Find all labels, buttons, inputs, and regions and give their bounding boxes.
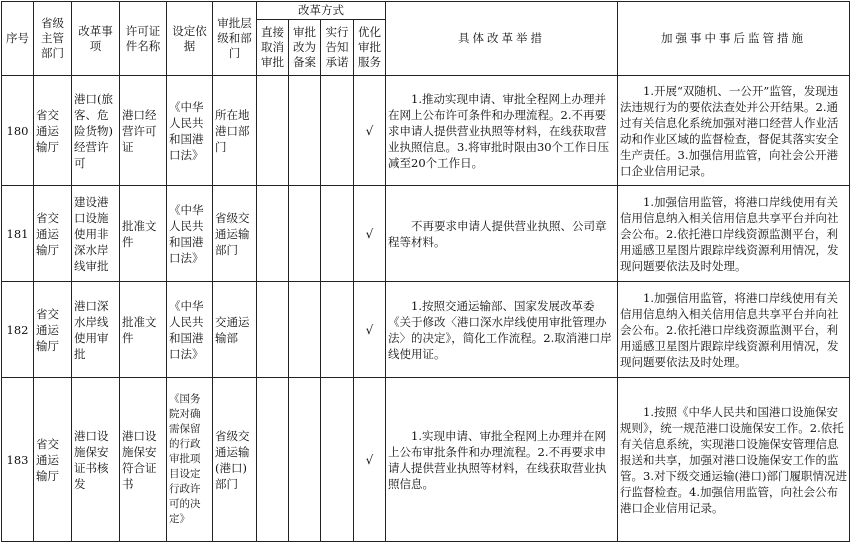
row-cert: 批准文件: [120, 186, 167, 282]
header-supervision: 加强事中事后监管措施: [618, 2, 850, 76]
row-mode-notify: [321, 186, 354, 282]
row-supervision: 1.加强信用监管，将港口岸线使用有关信用信息纳入相关信用信息共享平台并向社会公布。2.依托港口岸线资源监测平台，利用遥感卫星图片跟踪岸线资源利用情况，发现问题要依法及时处理。: [618, 282, 850, 378]
header-level: 审批层级和部门: [213, 2, 257, 76]
header-measures: 具体改革举措: [386, 2, 618, 76]
row-supervision: 1.开展“双随机、一公开”监管，发现违法违规行为的要依法查处并公开结果。2.通过有关信息化系统加强对港口经营人作业活动和作业区域的监督检查，督促其落实安全生产责任。3.加强信用监管，向社会公开港口企业信用记录。: [618, 76, 850, 186]
row-mode-filing: [289, 378, 321, 542]
row-mode-notify: [321, 76, 354, 186]
row-item: 港口(旅客、危险货物)经营许可: [72, 76, 120, 186]
row-mode-optimize: √: [354, 76, 386, 186]
row-measures: 不再要求申请人提供营业执照、公司章程等材料。: [386, 186, 618, 282]
row-mode-optimize: √: [354, 378, 386, 542]
header-cert: 许可证件名称: [120, 2, 167, 76]
row-mode-filing: [289, 186, 321, 282]
row-dept: 省交通运输厅: [34, 378, 72, 542]
row-cert: 港口设施保安符合证书: [120, 378, 167, 542]
table-row: [2, 282, 850, 378]
row-supervision: 1.加强信用监管，将港口岸线使用有关信用信息纳入相关信用信息共享平台并向社会公布。2.依托港口岸线资源监测平台，利用遥感卫星图片跟踪岸线资源利用情况，发现问题要依法及时处理。: [618, 186, 850, 282]
row-level: 省级交通运输(港口)部门: [213, 378, 257, 542]
row-mode-optimize: √: [354, 186, 386, 282]
row-mode-filing: [289, 76, 321, 186]
header-item: 改革事项: [72, 2, 120, 76]
row-item: 建设港口设施使用非深水岸线审批: [72, 186, 120, 282]
row-cert: 港口经营许可证: [120, 76, 167, 186]
header-mode: 改革方式: [257, 2, 386, 20]
row-level: 所在地港口部门: [213, 76, 257, 186]
row-mode-notify: [321, 282, 354, 378]
row-seq: 183: [2, 378, 34, 542]
row-level: 交通运输部: [213, 282, 257, 378]
header-dept: 省级主管部门: [34, 2, 72, 76]
row-basis: 《中华人民共和国港口法》: [167, 282, 213, 378]
header-mode-cancel: 直接取消审批: [257, 20, 289, 76]
row-measures: 1.实现申请、审批全程网上办理并在网上公布审批条件和办理流程。2.不再要求申请人提供营业执照等材料，在线获取营业执照信息。: [386, 378, 618, 542]
row-item: 港口深水岸线使用审批: [72, 282, 120, 378]
row-level: 省级交通运输部门: [213, 186, 257, 282]
row-measures: 1.按照交通运输部、国家发展改革委《关于修改〈港口深水岸线使用审批管理办法〉的决定》，简化工作流程。2.取消港口岸线使用证。: [386, 282, 618, 378]
row-basis: 《中华人民共和国港口法》: [167, 186, 213, 282]
row-dept: 省交通运输厅: [34, 282, 72, 378]
row-measures: 1.推动实现申请、审批全程网上办理并在网上公布许可条件和办理流程。2.不再要求申请人提供营业执照等材料，在线获取营业执照信息。3.将审批时限由30个工作日压减至20个工作日。: [386, 76, 618, 186]
table-row: [2, 76, 850, 186]
row-cert: 批准文件: [120, 282, 167, 378]
row-item: 港口设施保安证书核发: [72, 378, 120, 542]
header-seq: 序号: [2, 2, 34, 76]
header-mode-notify: 实行告知承诺: [321, 20, 354, 76]
row-basis: 《国务院对确需保留的行政审批项目设定行政许可的决定》: [167, 378, 213, 542]
row-mode-cancel: [257, 186, 289, 282]
row-dept: 省交通运输厅: [34, 76, 72, 186]
row-mode-optimize: √: [354, 282, 386, 378]
row-seq: 182: [2, 282, 34, 378]
row-mode-notify: [321, 378, 354, 542]
row-seq: 180: [2, 76, 34, 186]
row-basis: 《中华人民共和国港口法》: [167, 76, 213, 186]
header-basis: 设定依据: [167, 2, 213, 76]
row-mode-cancel: [257, 282, 289, 378]
row-mode-filing: [289, 282, 321, 378]
header-mode-filing: 审批改为备案: [289, 20, 321, 76]
row-mode-cancel: [257, 76, 289, 186]
header-mode-optimize: 优化审批服务: [354, 20, 386, 76]
row-mode-cancel: [257, 378, 289, 542]
row-supervision: 1.按照《中华人民共和国港口设施保安规则》，统一规范港口设施保安工作。2.依托有关信息系统，实现港口设施保安管理信息报送和共享，加强对港口设施保安工作的监管。3.对下级交通运输(港口)部门履职情况进行监督检查。4.加强信用监管，向社会公布港口企业信用记录。: [618, 378, 850, 542]
reform-table: [1, 1, 850, 542]
row-seq: 181: [2, 186, 34, 282]
table-row: [2, 378, 850, 542]
table-row: [2, 186, 850, 282]
row-dept: 省交通运输厅: [34, 186, 72, 282]
